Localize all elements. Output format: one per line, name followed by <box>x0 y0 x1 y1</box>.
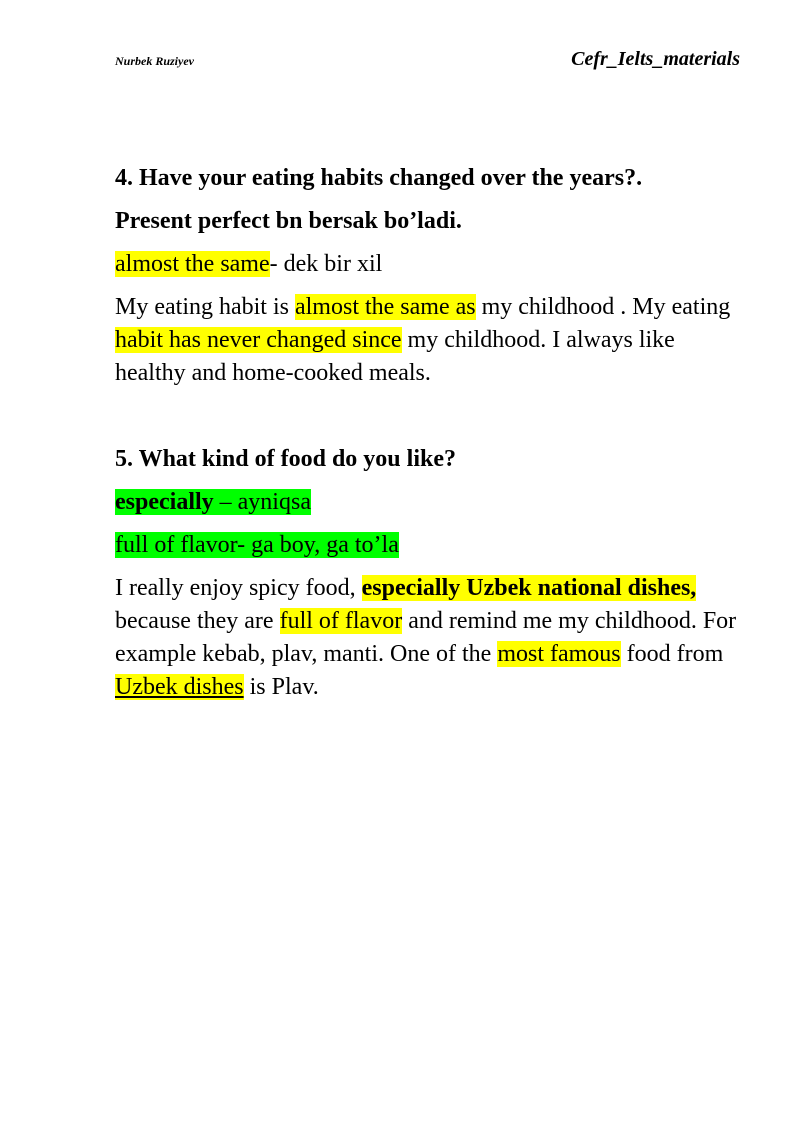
highlight-phrase: especially Uzbek national dishes, <box>361 575 697 601</box>
answer-5 <box>115 572 745 704</box>
vocab-term: especially <box>115 489 214 515</box>
highlight-phrase: habit has never changed since <box>115 327 402 353</box>
document-body <box>115 162 745 704</box>
vocab-full-of-flavor <box>115 529 745 562</box>
author-name: Nurbek Ruziyev <box>115 54 194 68</box>
answer-text: is Plav. <box>243 674 319 700</box>
vocab-definition: – ayniqsa <box>213 489 311 515</box>
answer-text: my childhood. I always like healthy and home-cooked meals. <box>115 327 675 386</box>
vocab-term: almost the same <box>115 251 270 277</box>
vocab-definition: - dek bir xil <box>269 251 383 277</box>
highlight-phrase: almost the same as <box>294 294 476 320</box>
answer-text: my childhood . My eating <box>475 294 731 320</box>
vocab-entry: full of flavor- ga boy, ga to’la <box>115 532 399 558</box>
answer-text: My eating habit is <box>115 294 295 320</box>
highlight-phrase: most famous <box>497 641 621 667</box>
highlight-phrase: Uzbek dishes <box>115 674 244 700</box>
answer-text: food from <box>620 641 724 667</box>
question-5: 5. What kind of food do you like? <box>115 446 456 472</box>
answer-text: because they are <box>115 608 280 634</box>
vocab-almost-the-same <box>115 248 745 281</box>
answer-text: and remind me my childhood. For example kebab, plav, manti. One of the <box>115 608 737 667</box>
vocab-especially <box>115 486 745 519</box>
highlight-phrase: full of flavor <box>279 608 403 634</box>
answer-4 <box>115 291 745 390</box>
channel-name: Cefr_Ielts_materials <box>571 48 740 70</box>
answer-text: I really enjoy spicy food, <box>115 575 362 601</box>
question-4: 4. Have your eating habits changed over the years?. <box>115 165 643 191</box>
grammar-note: Present perfect bn bersak bo’ladi. <box>115 208 462 234</box>
